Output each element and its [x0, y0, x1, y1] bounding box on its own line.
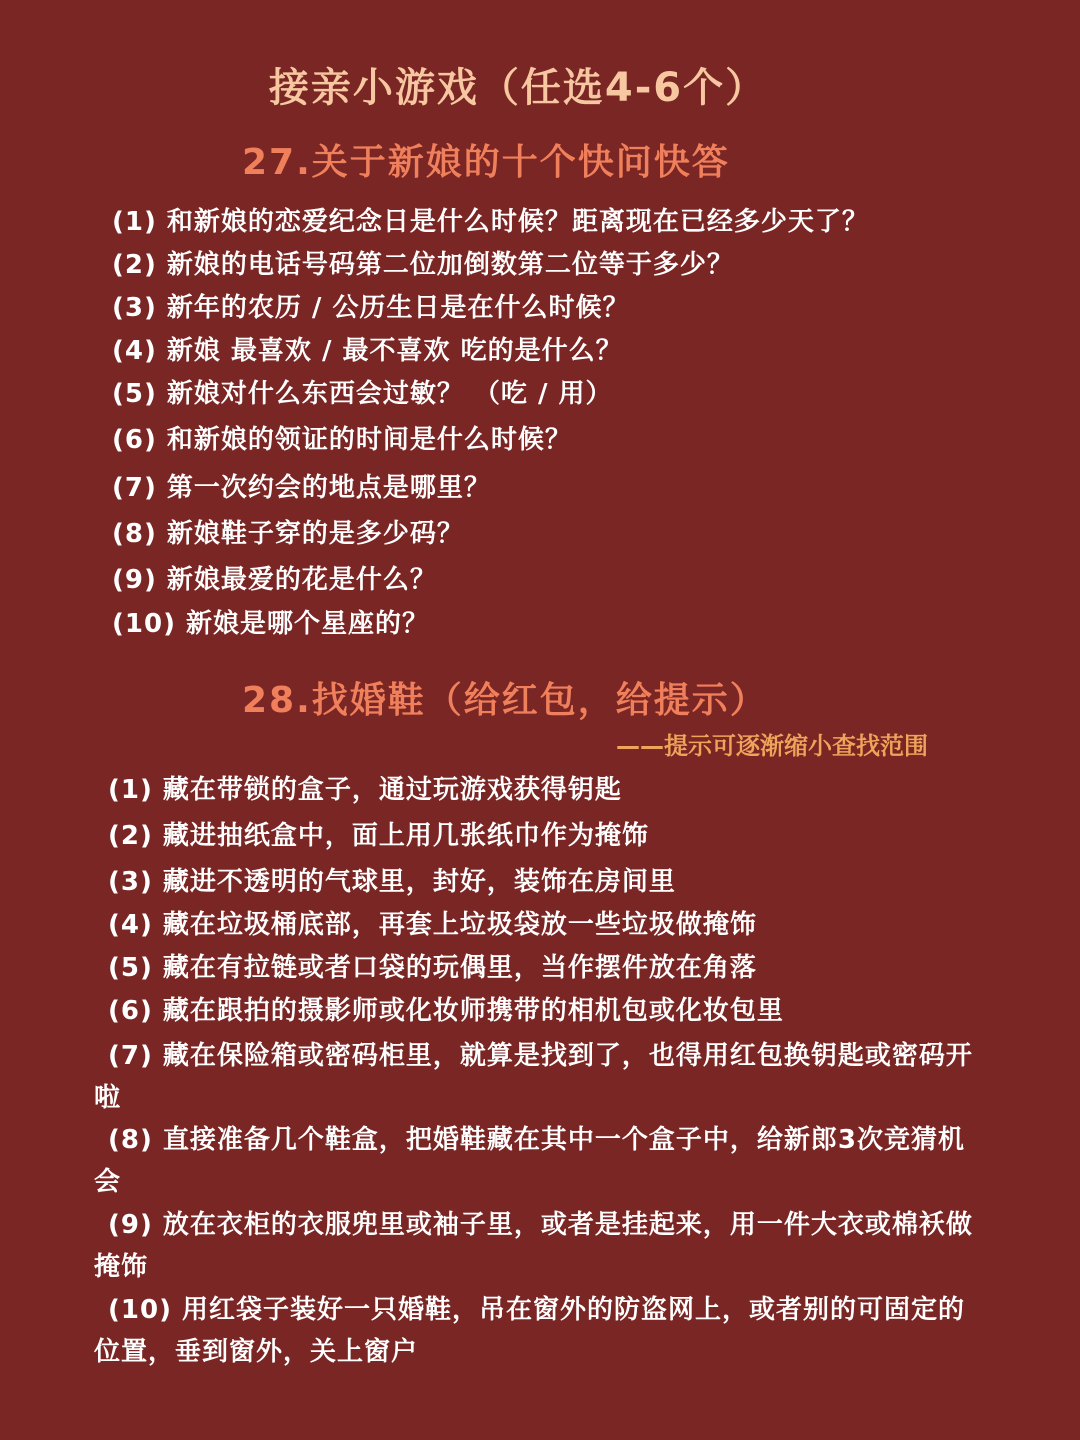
list-item [94, 1119, 984, 1203]
item-number: (5) [112, 379, 157, 409]
list-item [112, 201, 869, 243]
item-text: 直接准备几个鞋盒，把婚鞋藏在其中一个盒子中，给新郎3次竞猜机会 [94, 1125, 965, 1197]
item-text: 新娘是哪个星座的？ [185, 609, 429, 639]
hint-text: ——提示可逐渐缩小查找范围 [616, 732, 928, 760]
item-number: (6) [112, 425, 157, 455]
item-text: 藏在带锁的盒子，通过玩游戏获得钥匙 [162, 775, 622, 805]
list-item [108, 769, 622, 811]
item-number: (1) [108, 775, 153, 805]
item-number: (9) [108, 1210, 153, 1240]
item-text: 新娘最爱的花是什么？ [166, 565, 437, 595]
list-item [112, 287, 629, 329]
item-text: 新娘的电话号码第二位加倒数第二位等于多少？ [166, 250, 734, 280]
item-text: 藏进不透明的气球里，封好，装饰在房间里 [162, 867, 676, 897]
list-item [108, 947, 757, 989]
item-number: (10) [112, 609, 176, 639]
page-title: 接亲小游戏（任选4-6个） [268, 65, 768, 111]
item-text: 藏在垃圾桶底部，再套上垃圾袋放一些垃圾做掩饰 [162, 910, 757, 940]
item-number: (9) [112, 565, 157, 595]
list-item [108, 990, 784, 1032]
item-number: (3) [108, 867, 153, 897]
list-item [108, 861, 676, 903]
item-number: (1) [112, 207, 157, 237]
item-text: 新娘对什么东西会过敏？ （吃 / 用） [166, 379, 613, 409]
list-item [112, 559, 437, 601]
list-item [94, 1204, 984, 1288]
list-item [112, 603, 429, 645]
list-item [112, 373, 613, 415]
item-number: (8) [112, 519, 157, 549]
item-text: 藏进抽纸盒中，面上用几张纸巾作为掩饰 [162, 821, 649, 851]
list-item [112, 330, 623, 372]
item-text: 藏在跟拍的摄影师或化妆师携带的相机包或化妆包里 [162, 996, 784, 1026]
item-number: (3) [112, 293, 157, 323]
item-number: (7) [108, 1041, 153, 1071]
item-text: 新娘 最喜欢 / 最不喜欢 吃的是什么？ [166, 336, 623, 366]
list-item [112, 244, 734, 286]
item-number: (8) [108, 1125, 153, 1155]
list-item [112, 419, 572, 461]
item-text: 藏在保险箱或密码柜里，就算是找到了，也得用红包换钥匙或密码开啦 [94, 1041, 973, 1113]
section-title-find-shoes: 28.找婚鞋（给红包，给提示） [242, 680, 768, 721]
item-text: 和新娘的恋爱纪念日是什么时候？距离现在已经多少天了？ [166, 207, 869, 237]
section-title-quiz: 27.关于新娘的十个快问快答 [242, 142, 730, 183]
list-item [108, 815, 649, 857]
item-number: (2) [112, 250, 157, 280]
item-text: 藏在有拉链或者口袋的玩偶里，当作摆件放在角落 [162, 953, 757, 983]
item-number: (5) [108, 953, 153, 983]
list-item [94, 1289, 984, 1373]
item-text: 新年的农历 / 公历生日是在什么时候？ [166, 293, 630, 323]
list-item [112, 467, 491, 509]
item-text: 新娘鞋子穿的是多少码？ [166, 519, 464, 549]
item-number: (4) [112, 336, 157, 366]
list-item [94, 1035, 984, 1119]
item-number: (2) [108, 821, 153, 851]
item-text: 和新娘的领证的时间是什么时候？ [166, 425, 572, 455]
item-text: 第一次约会的地点是哪里？ [166, 473, 491, 503]
list-item [108, 904, 757, 946]
list-item [112, 513, 464, 555]
item-text: 用红袋子装好一只婚鞋，吊在窗外的防盗网上，或者别的可固定的位置，垂到窗外，关上窗户 [94, 1295, 965, 1367]
item-number: (10) [108, 1295, 172, 1325]
item-number: (4) [108, 910, 153, 940]
item-number: (6) [108, 996, 153, 1026]
item-text: 放在衣柜的衣服兜里或袖子里，或者是挂起来，用一件大衣或棉袄做掩饰 [94, 1210, 973, 1282]
item-number: (7) [112, 473, 157, 503]
